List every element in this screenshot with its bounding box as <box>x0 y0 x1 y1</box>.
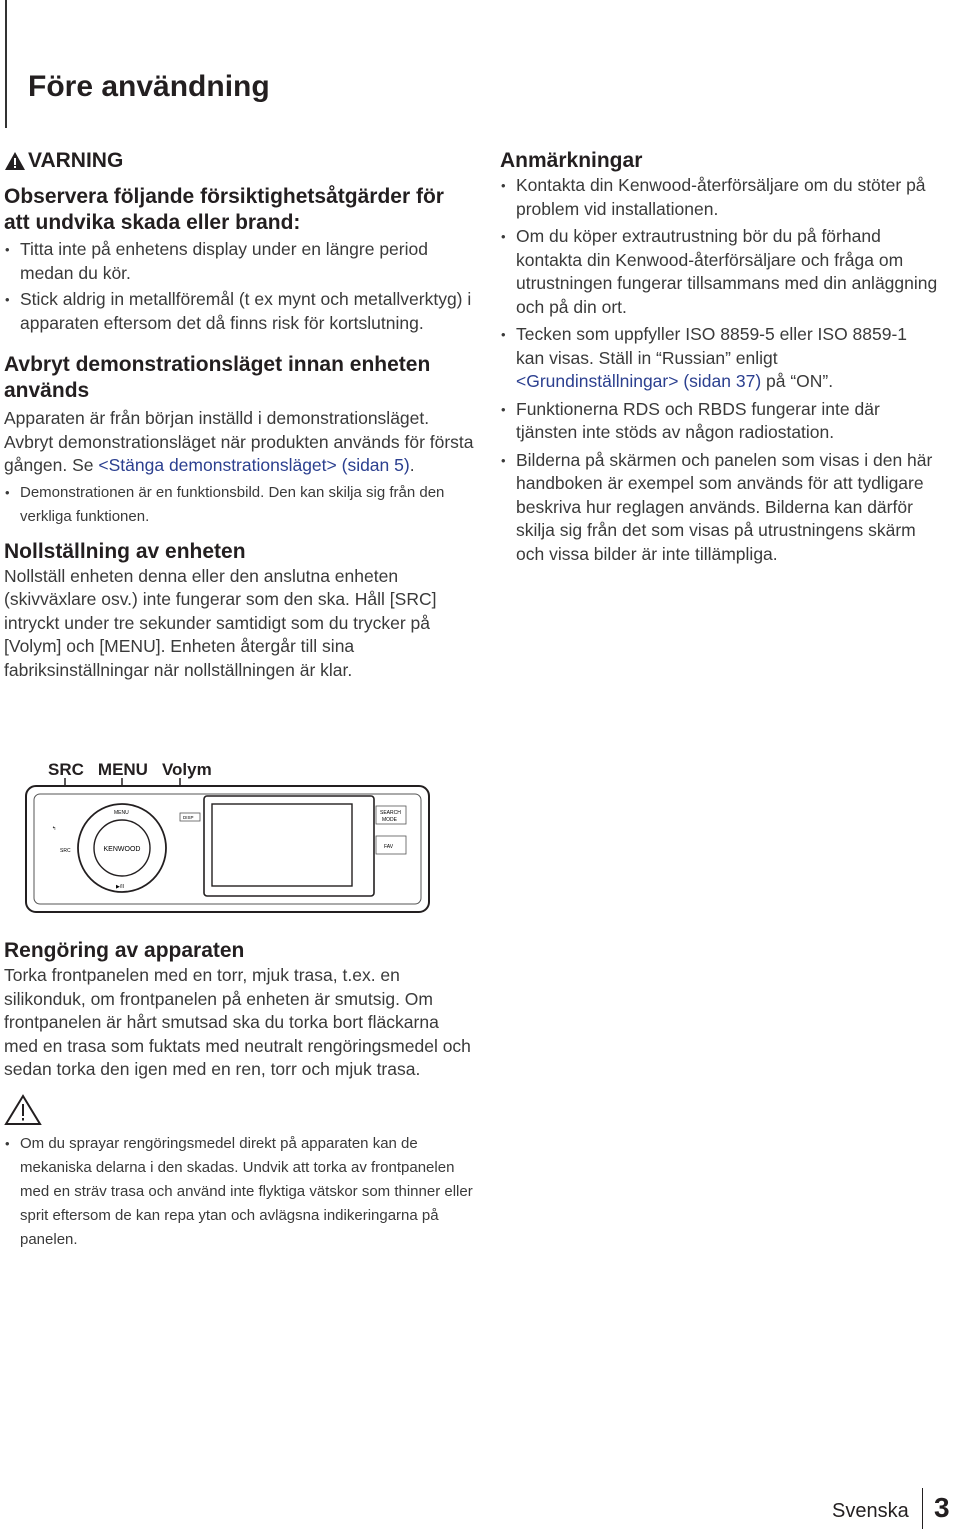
demo-paragraph-2 <box>4 431 474 478</box>
label-src: SRC <box>48 760 84 779</box>
device-labels <box>48 760 226 780</box>
device-illustration <box>20 778 435 916</box>
disp-key-label: DISP <box>183 815 194 820</box>
list-item: • Bilderna på skärmen och panelen som visas i den här handboken är exempel som används för att tydligare beskriva hur reglagen används. Bilderna kan därför skilja sig från det som visas på utrustningens skärm och vissa bilder är inte tillämpliga. <box>500 449 940 567</box>
reset-heading: Nollställning av enheten <box>4 539 246 563</box>
page-number: 3 <box>934 1492 950 1523</box>
demo-paragraph: Apparaten är från början inställd i demonstrationsläget. <box>4 408 430 428</box>
list-item: • Om du sprayar rengöringsmedel direkt på apparaten kan de mekaniska delarna i den skadas. Undvik att torka av frontpanelen med en sträv trasa och använd inte flyktiga vätskor som thinner eller sprit eftersom de kan repa ytan och avlägsna indikeringarna på panelen. <box>4 1132 474 1252</box>
cleaning-paragraph: Torka frontpanelen med en torr, mjuk trasa, t.ex. en silikonduk, om frontpanelen på enheten är smutsig. Om frontpanelen är hårt smutsad ska du torka bort fläckarna med en trasa som fuktats med neutralt rengöringsmedel och sedan torka den igen med en ren, torr och mjuk trasa. <box>4 965 471 1079</box>
label-volym: Volym <box>161 760 212 779</box>
menu-key-label: MENU <box>114 810 129 816</box>
list-item: • Kontakta din Kenwood-återförsäljare om du stöter på problem vid installationen. <box>500 174 940 221</box>
demo-link[interactable]: <Stänga demonstrationsläget> (sidan 5) <box>98 455 410 475</box>
side-rule <box>5 0 7 128</box>
right-column <box>500 146 940 566</box>
caution-list <box>4 1132 474 1252</box>
warning-subheading: Observera följande försiktighetsåtgärder för att undvika skada eller brand: <box>4 185 444 234</box>
page-title: Före användning <box>28 70 270 103</box>
list-item: • Om du köper extrautrustning bör du på förhand kontakta din Kenwood-återförsäljare och fråga om utrustningen fungerar tillsammans med din anläggning och på din ort. <box>500 225 940 319</box>
label-menu: MENU <box>97 760 148 779</box>
back-key-label: ↰ <box>52 826 57 832</box>
mode-key-label: MODE <box>382 817 397 823</box>
search-key-label: SEARCH <box>380 810 401 816</box>
play-key-label: ▶/II <box>116 884 125 890</box>
list-item: • Funktionerna RDS och RBDS fungerar inte där tjänsten inte stöds av någon radiostation. <box>500 398 940 445</box>
demo-text: Avbryt demonstrationsläget när produkten används för första gången. Se <box>4 431 474 475</box>
note-text-end: på “ON”. <box>761 371 834 391</box>
cleaning-section <box>4 938 474 1252</box>
footer-divider <box>922 1488 923 1529</box>
footer-language: Svenska <box>832 1500 909 1522</box>
knob-label: KENWOOD <box>103 846 141 853</box>
list-item: • Stick aldrig in metallföremål (t ex mynt och metallverktyg) i apparaten eftersom det då finns risk för kortslutning. <box>4 288 474 335</box>
warning-list <box>4 238 474 335</box>
demo-text-end: . <box>409 455 415 475</box>
demo-note-list <box>4 481 474 529</box>
notes-list <box>500 174 940 566</box>
warning-label: VARNING <box>28 149 124 172</box>
list-item: • Titta inte på enhetens display under en längre period medan du kör. <box>4 238 474 285</box>
reset-paragraph: Nollställ enheten denna eller den anslutna enheten (skivväxlare osv.) inte fungerar som den ska. Håll [SRC] intryckt under tre sekunder samtidigt som du trycker på [Volym] och [MENU]. Enheten återgår till sina fabriksinställningar när nollställningen är klar. <box>4 565 437 680</box>
warning-heading <box>4 146 474 176</box>
src-key-label: SRC <box>60 848 71 854</box>
fav-key-label: FAV <box>384 844 394 850</box>
left-column <box>4 146 474 682</box>
cleaning-heading: Rengöring av apparaten <box>4 939 245 962</box>
note-text: Tecken som uppfyller ISO 8859-5 eller ISO 8859-1 kan visas. Ställ in “Russian” enligt <box>516 324 908 368</box>
demo-heading: Avbryt demonstrationsläget innan enheten används <box>4 353 431 402</box>
list-item: • Demonstrationen är en funktionsbild. Den kan skilja sig från den verkliga funktionen. <box>4 481 474 529</box>
caution-icon <box>4 1094 42 1126</box>
notes-heading: Anmärkningar <box>500 149 643 172</box>
list-item <box>500 323 940 394</box>
note-link[interactable]: <Grundinställningar> (sidan 37) <box>516 371 762 391</box>
warning-triangle-icon <box>4 151 26 171</box>
